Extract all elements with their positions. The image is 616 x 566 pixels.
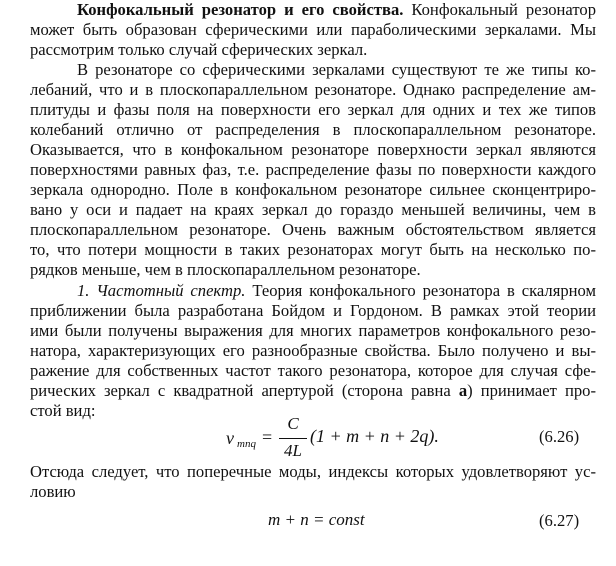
paragraph-3-line-2: приближении была разработана Бойдом и Гордоном. В рамках этой теории: [30, 301, 596, 320]
paragraph-2-line-7: зеркала однородно. Поле в конфокальном резонаторе сильнее сконцентриро-: [30, 180, 596, 199]
paragraph-2-line-3: плитуды и фазы поля на поверхности его зеркал для одних и тех же типов: [30, 100, 596, 119]
equation-equals: =: [262, 427, 273, 447]
paragraph-2-line-2: лебаний, что и в плоскопараллельном резонаторе. Однако распределение ам-: [30, 80, 596, 99]
equation-rhs: (1 + m + n + 2q).: [310, 426, 439, 446]
paragraph-3-line-4: натора, характеризующих его разнообразные свойства. Было получено и вы-: [30, 341, 596, 360]
paragraph-1-line-1: [77, 0, 596, 20]
equation-6-27: m + n = const: [268, 510, 365, 529]
fraction-bar: [279, 438, 307, 439]
paragraph-1-line-3: рассмотрим только случай сферических зеркал.: [30, 40, 368, 59]
equation-numerator: C: [287, 414, 299, 433]
paragraph-4-line-2: ловию: [30, 482, 76, 501]
paragraph-2-line-10: то, что потери мощности в таких резонаторах могут быть на несколько по-: [30, 240, 596, 259]
paragraph-2-line-5: Оказывается, что в конфокальном резонаторе поверхности зеркал являются: [30, 140, 596, 159]
section-heading: Конфокальный резонатор и его свойства.: [77, 0, 404, 19]
paragraph-2-line-4: колебаний отлично от распределения в плоскопараллельном резонаторе.: [30, 120, 596, 139]
paragraph-2-line-11: рядков меньше, чем в плоскопараллельном резонаторе.: [30, 260, 421, 279]
subsection-title: 1. Частотный спектр.: [77, 281, 246, 300]
paragraph-2-line-6: поверхностями равных фаз, т.е. распределение фазы по поверхности каждого: [30, 160, 596, 179]
paragraph-2-line-9: плоскопараллельном резонаторе. Очень важным обстоятельством является: [30, 220, 596, 239]
equation-denominator: 4L: [284, 441, 302, 460]
paragraph-3-line-1: [77, 281, 596, 301]
paragraph-1-line-2: может быть образован сферическими или параболическими зеркалами. Мы: [30, 20, 596, 39]
paragraph-3-line-3: ими были получены выражения для многих параметров конфокального резо-: [30, 321, 596, 340]
equation-lhs-subscript: mnq: [237, 438, 256, 450]
paragraph-text: рических зеркал с квадратной апертурой (сторона равна: [30, 381, 459, 400]
paragraph-text: ) принимает про-: [467, 381, 596, 400]
paragraph-4-line-1: Отсюда следует, что поперечные моды, индексы которых удовлетворяют ус-: [30, 462, 596, 481]
aperture-symbol: a: [458, 381, 468, 400]
paragraph-2-line-1: В резонаторе со сферическими зеркалами существуют те же типы ко-: [77, 60, 596, 79]
equation-number-6-27: (6.27): [539, 511, 580, 530]
equation-lhs-nu: ν: [226, 428, 234, 448]
paragraph-text: Теория конфокального резонатора в скалярном: [245, 281, 596, 300]
paragraph-3-line-7: стой вид:: [30, 401, 96, 420]
paragraph-text: Конфокальный резонатор: [403, 0, 596, 19]
paragraph-3-line-5: ражение для собственных частот такого резонатора, которое для случая сфе-: [30, 361, 596, 380]
paragraph-2-line-8: вано у оси и падает на краях зеркал до гораздо меньшей величины, чем в: [30, 200, 596, 219]
equation-6-26: [226, 414, 486, 464]
equation-number-6-26: (6.26): [539, 427, 580, 446]
paragraph-3-line-6: [30, 381, 596, 401]
